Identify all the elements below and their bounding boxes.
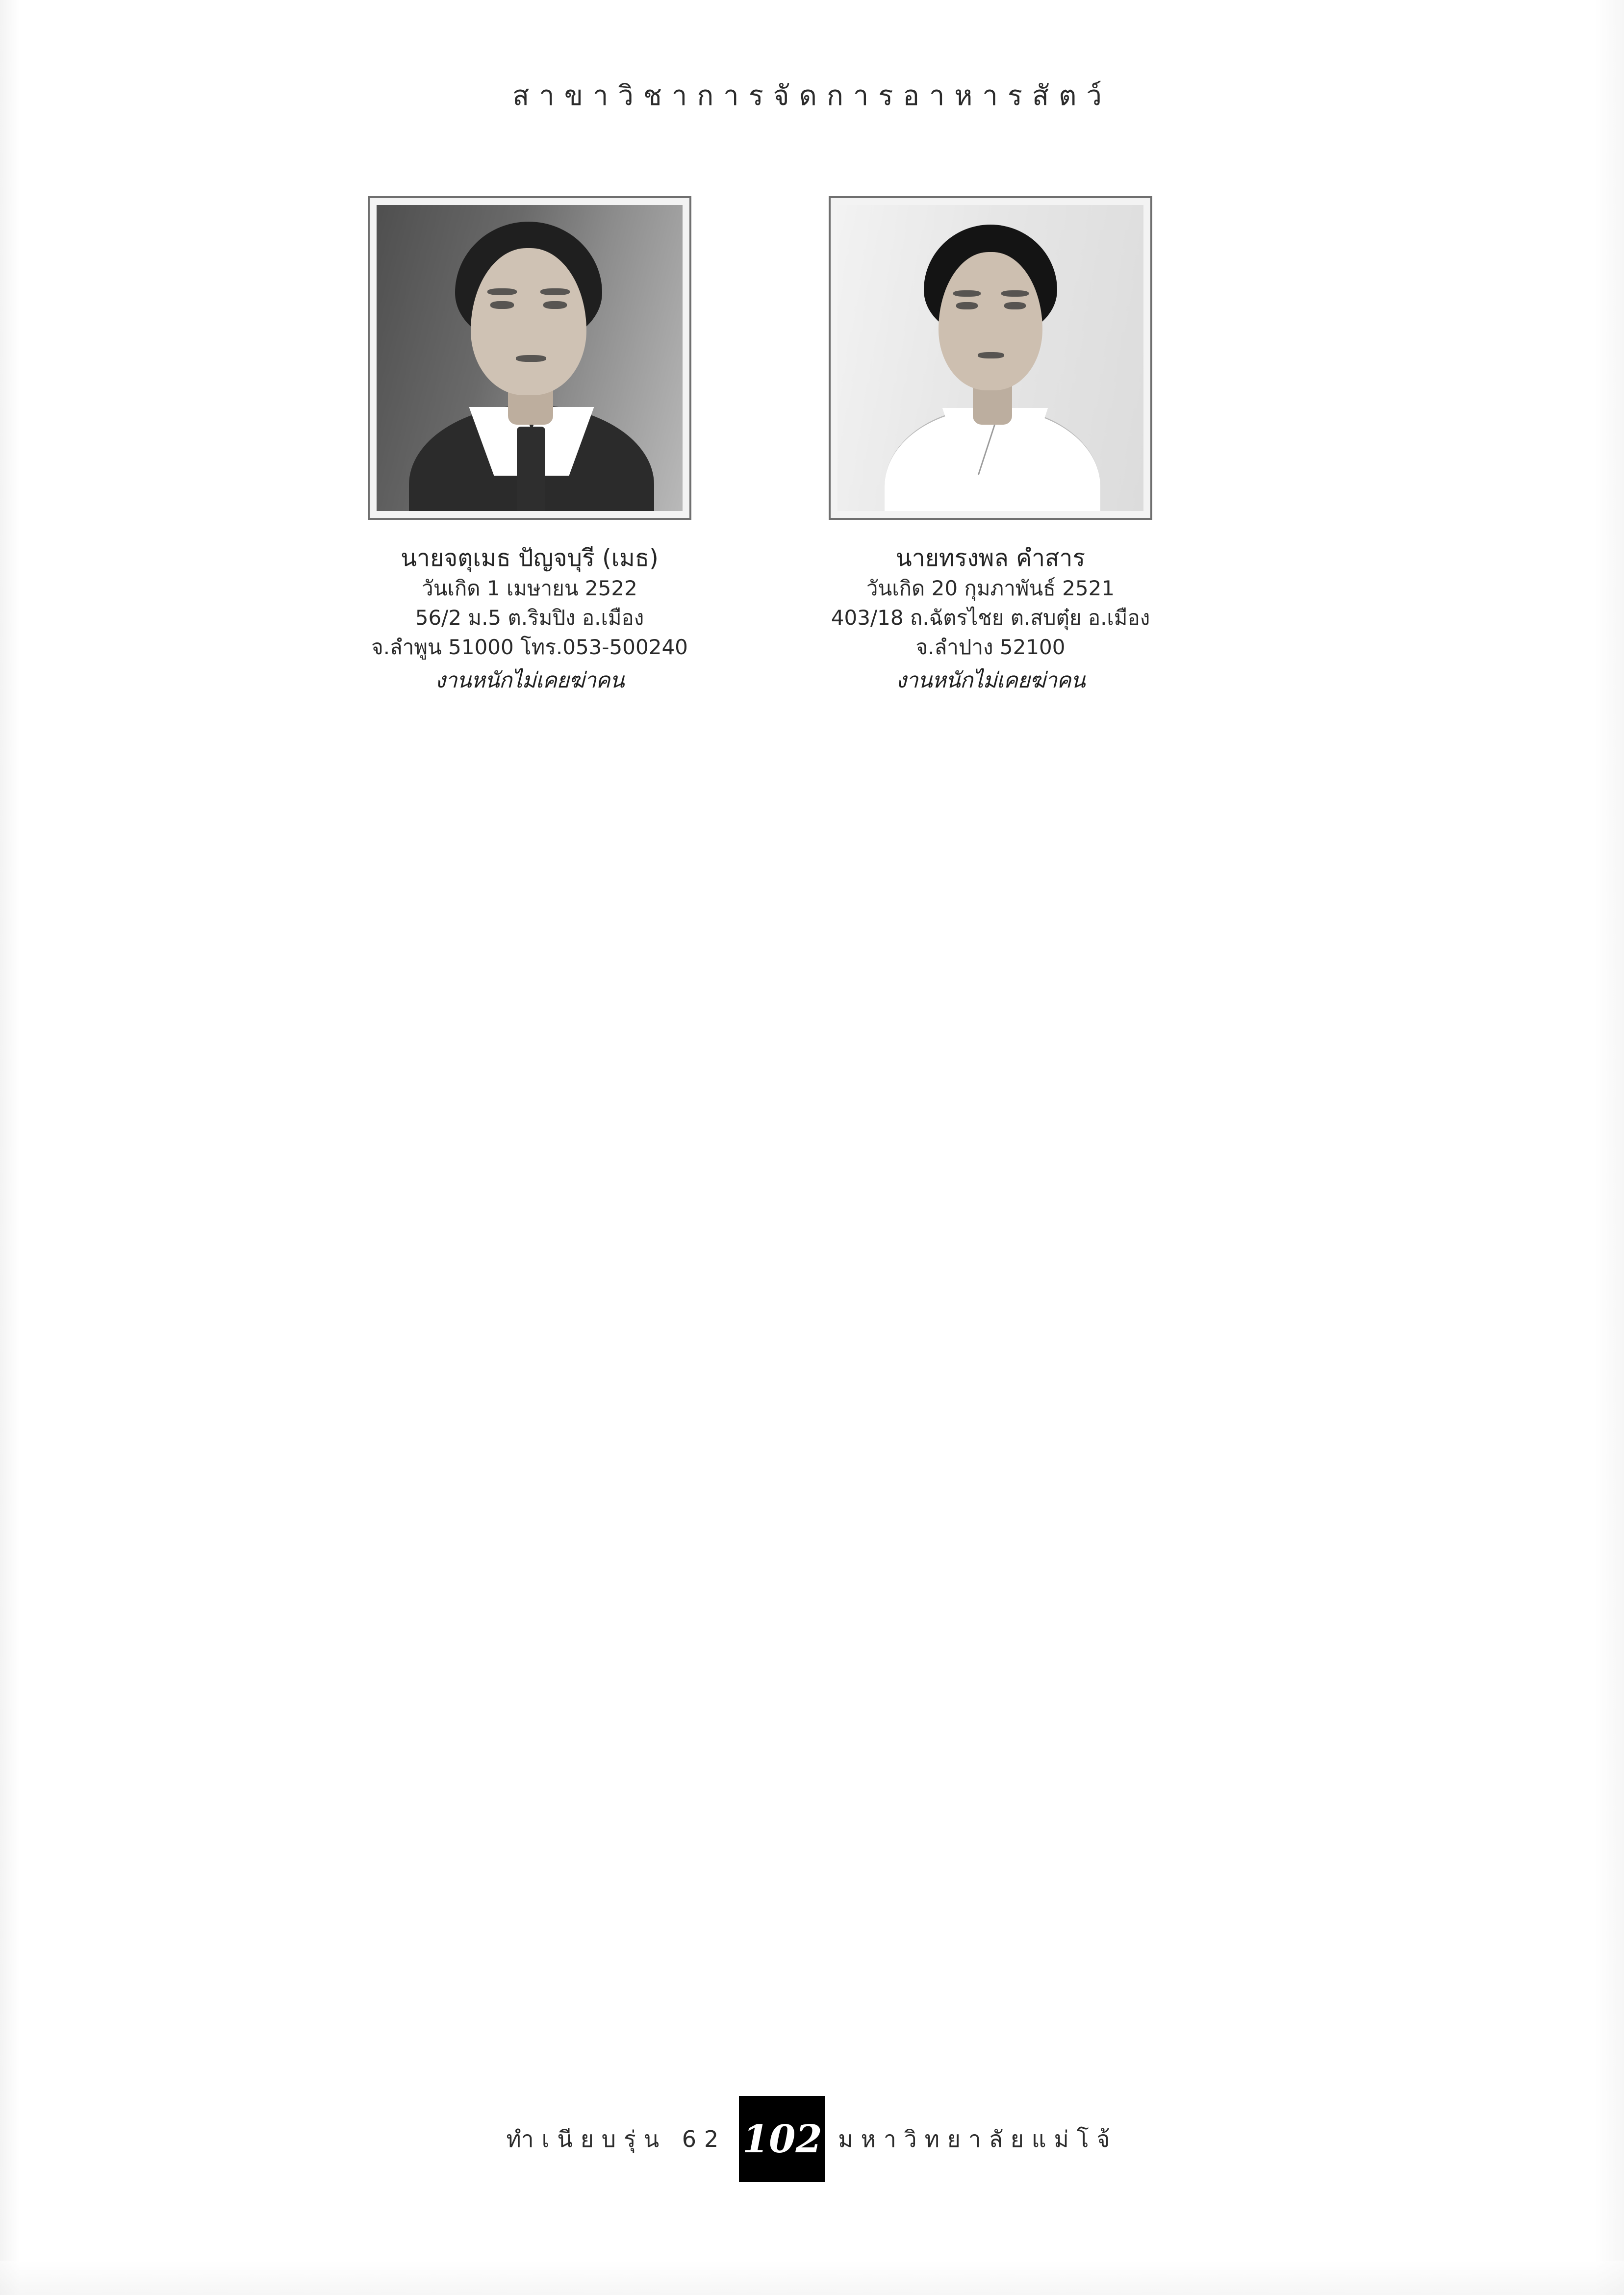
scan-edge-bottom xyxy=(0,2261,1624,2295)
personal-motto: งานหนักไม่เคยฆ่าคน xyxy=(896,668,1085,693)
eye-right-shape xyxy=(1004,302,1026,309)
list-item xyxy=(343,196,716,694)
eyebrow-right-shape xyxy=(540,288,570,295)
address-line-2: จ.ลำพูน 51000 โทร.053-500240 xyxy=(371,635,688,659)
face-shape xyxy=(939,252,1042,390)
birth-date: วันเกิด 20 กุมภาพันธ์ 2521 xyxy=(866,576,1115,601)
person-name: นายทรงพล คำสาร xyxy=(895,544,1086,572)
address-line-1: 56/2 ม.5 ต.ริมปิง อ.เมือง xyxy=(415,605,644,630)
birth-date: วันเกิด 1 เมษายน 2522 xyxy=(422,576,637,601)
portrait-photo xyxy=(837,205,1143,511)
page-header xyxy=(0,74,1624,117)
eye-right-shape xyxy=(543,301,567,309)
mouth-shape xyxy=(978,352,1004,358)
eyebrow-left-shape xyxy=(953,290,981,297)
person-silhouette xyxy=(377,205,683,511)
face-shape xyxy=(471,248,586,395)
person-silhouette xyxy=(837,205,1143,511)
scan-edge-right xyxy=(1595,0,1624,2295)
mouth-shape xyxy=(516,355,546,362)
eyebrow-right-shape xyxy=(1001,290,1029,297)
entry-list xyxy=(343,196,1275,694)
list-item xyxy=(804,196,1177,694)
portrait-photo xyxy=(377,205,683,511)
personal-motto: งานหนักไม่เคยฆ่าคน xyxy=(435,668,624,693)
footer-right-text: มหาวิทยาลัยแม่โจ้ xyxy=(838,2125,1118,2152)
person-name: นายจตุเมธ ปัญจบุรี (เมธ) xyxy=(401,544,659,572)
page-number: 102 xyxy=(739,2096,825,2182)
necktie-shape xyxy=(517,427,545,511)
eye-left-shape xyxy=(956,302,978,309)
eyebrow-left-shape xyxy=(487,288,517,295)
scan-edge-left xyxy=(0,0,20,2295)
section-title: สาขาวิชาการจัดการอาหารสัตว์ xyxy=(512,80,1112,112)
eye-left-shape xyxy=(490,301,514,309)
page-footer xyxy=(0,2096,1624,2182)
portrait-frame xyxy=(368,196,691,520)
footer-left-text: ทำเนียบรุ่น 62 xyxy=(506,2125,727,2152)
entry-caption xyxy=(329,542,731,694)
address-line-2: จ.ลำปาง 52100 xyxy=(915,635,1066,659)
portrait-frame xyxy=(829,196,1152,520)
entry-caption xyxy=(789,542,1192,694)
address-line-1: 403/18 ถ.ฉัตรไชย ต.สบตุ๋ย อ.เมือง xyxy=(831,605,1150,630)
